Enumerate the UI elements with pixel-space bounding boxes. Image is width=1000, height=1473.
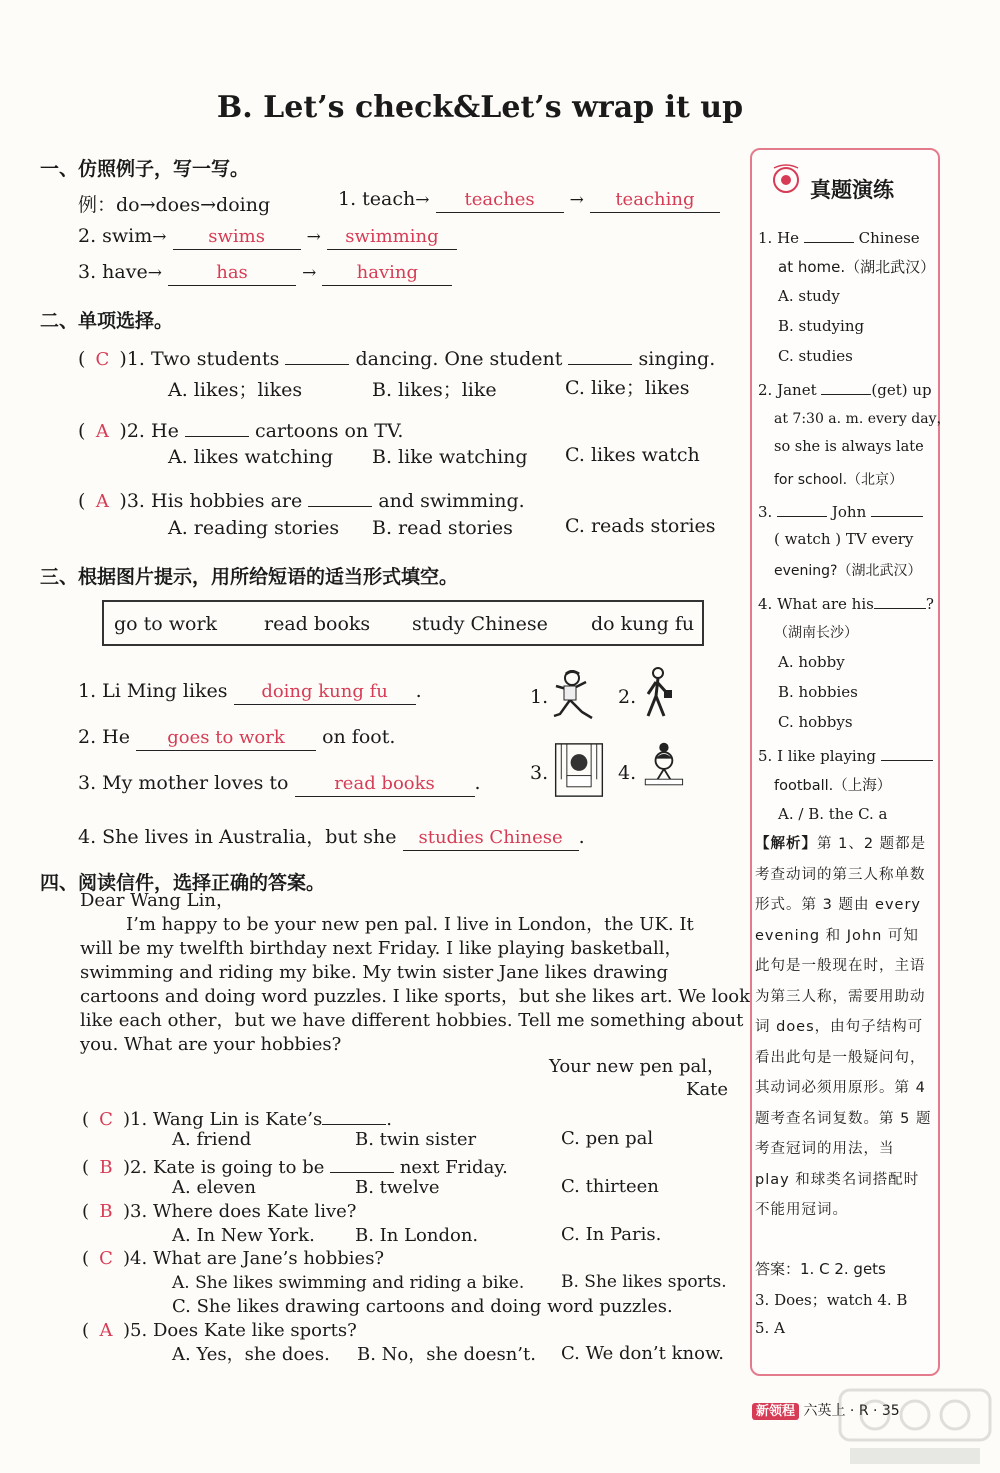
option-a[interactable]: A. likes；likes (168, 379, 303, 401)
option-b[interactable]: B. twin sister (355, 1129, 477, 1150)
question-text: 4. She lives in Australia，but she (78, 826, 397, 848)
letter-line: you. What are your hobbies? (80, 1034, 342, 1055)
question-number: )3. (119, 490, 145, 512)
option-b[interactable]: B. likes；like (372, 379, 497, 401)
answer-blank[interactable] (881, 744, 933, 761)
arrow-icon: → (569, 190, 584, 210)
sidebar-title: 真题演练 (810, 178, 894, 202)
phrase-item: study Chinese (412, 613, 548, 635)
question-text: on foot. (322, 726, 396, 748)
pic-label: 4. (618, 762, 637, 784)
sidebar-q4-source: （湖南长沙） (774, 625, 858, 641)
answer-blank[interactable] (308, 482, 372, 507)
handwritten-answer: read books (334, 773, 435, 794)
arrow-icon: → (147, 263, 162, 283)
question-text: His hobbies are (151, 490, 303, 512)
arrow-icon: → (415, 190, 430, 210)
handwritten-answer: C (99, 1248, 113, 1269)
answer-blank[interactable] (590, 188, 720, 213)
sidebar-option: C. studies (778, 347, 853, 365)
fill-question-1 (78, 680, 422, 705)
question-number: )2. (119, 420, 145, 442)
word-label: 1. teach (338, 188, 416, 210)
sidebar-q2 (758, 378, 932, 399)
arrow-icon: → (152, 227, 167, 247)
fill-question-2 (78, 726, 395, 751)
arrow-icon: → (306, 227, 321, 247)
section-1-heading: 一、仿照例子，写一写。 (40, 158, 250, 180)
answer-blank[interactable] (285, 340, 349, 365)
pic-label: 3. (530, 762, 549, 784)
answer-blank[interactable] (185, 412, 249, 437)
letter-line: I’m happy to be your new pen pal. I live in London，the UK. It (126, 914, 694, 935)
q-text: (get) up (871, 381, 932, 399)
q-text: ? (925, 595, 934, 613)
word-label: 2. swim (78, 225, 153, 247)
option-b[interactable]: B. read stories (372, 517, 513, 539)
question-text: )4. What are Jane’s hobbies? (123, 1248, 385, 1269)
answer-blank[interactable] (777, 500, 827, 517)
handwritten-answer: B (99, 1157, 113, 1178)
handwritten-answer: teaching (615, 189, 695, 210)
letter-greeting: Dear Wang Lin， (80, 890, 234, 911)
fill-question-4 (78, 822, 585, 851)
letter-closing: Your new pen pal， (549, 1056, 725, 1077)
question-text: )5. Does Kate like sports? (123, 1320, 357, 1341)
phrase-item: read books (264, 613, 371, 635)
question-text: and swimming. (378, 490, 525, 512)
handwritten-answer: swimming (345, 226, 439, 247)
phrase-item: do kung fu (591, 613, 695, 635)
option-c[interactable]: C. like；likes (565, 377, 690, 399)
q-text: John (831, 503, 867, 521)
question-text: Two students (151, 348, 280, 370)
question-text: 3. My mother loves to (78, 772, 289, 794)
letter-line: like each other，but we have different hobbies. Tell me something about (80, 1010, 744, 1031)
question-text: 2. He (78, 726, 130, 748)
mc-question-2: ( A )2. He cartoons on TV. (78, 412, 403, 442)
reading-question-1: ( C )1. Wang Lin is Kate’s . (82, 1104, 392, 1132)
sidebar-q1-source: at home.（湖北武汉） (778, 258, 936, 276)
answer-blank[interactable] (234, 680, 416, 705)
arrow-icon: → (302, 263, 317, 283)
option-b[interactable]: B. In London. (355, 1225, 479, 1246)
answer-blank[interactable] (168, 261, 296, 286)
question-text: )2. Kate is going to be (123, 1157, 325, 1178)
question-text: . (415, 680, 422, 702)
handwritten-answer: having (356, 262, 419, 283)
practice-sidebar (750, 148, 951, 1376)
option-b[interactable]: B. She likes sports. (561, 1272, 727, 1292)
sidebar-q3-line: ( watch ) TV every (774, 530, 914, 548)
question-text: He (151, 420, 179, 442)
sidebar-option: A. hobby (778, 653, 845, 671)
girl-studying-picture (636, 740, 690, 796)
answer-blank[interactable] (871, 500, 923, 517)
answer-blank[interactable] (295, 772, 475, 797)
option-a[interactable]: A. friend (172, 1129, 252, 1150)
example-text: 例：do→does→doing (78, 194, 271, 216)
handwritten-answer: A (95, 421, 109, 442)
question-text: 1. Li Ming likes (78, 680, 228, 702)
question-text: )3. Where does Kate live? (123, 1201, 357, 1222)
option-a[interactable]: A. She likes swimming and riding a bike. (172, 1273, 525, 1293)
analysis-body: 第 1、2 题都是考查动词的第三人称单数形式。第 3 题由 every evening 和 John 可知此句是一般现在时，主语为第三人称，需要用助动词 does，由句子结构可看出此句是一般疑问句，其动词必须用原形。第 4 题考查名词复数。第 5 题考查冠词的用法，当 play 和球类名词搭配时不能用冠词。 (755, 836, 932, 1218)
option-a[interactable]: A. likes watching (168, 446, 334, 468)
letter-line: swimming and riding my bike. My twin sister Jane likes drawing (80, 962, 668, 983)
analysis-label: 【解析】 (755, 836, 817, 852)
question-text: next Friday. (399, 1157, 508, 1178)
sidebar-q3-source: evening?（湖北武汉） (774, 563, 922, 579)
letter-signature: Kate (686, 1079, 729, 1100)
handwritten-answer: C (99, 1109, 113, 1130)
flower-icon (766, 160, 806, 200)
answer-blank[interactable] (322, 261, 452, 286)
sidebar-option: B. studying (778, 317, 865, 335)
handwritten-answer: swims (208, 226, 265, 247)
question-text: )1. Wang Lin is Kate’s (123, 1109, 323, 1130)
sidebar-q5-options: A. / B. the C. a (778, 805, 888, 823)
phrase-item: go to work (114, 613, 218, 635)
option-a[interactable]: A. reading stories (168, 517, 340, 539)
sidebar-q5-source: football.（上海） (774, 778, 892, 794)
answer-blank[interactable] (436, 188, 564, 213)
kung-fu-boy-picture (546, 668, 600, 724)
option-c[interactable]: C. In Paris. (561, 1224, 662, 1245)
q-text: 2. Janet (758, 381, 817, 399)
option-c[interactable]: C. thirteen (561, 1176, 659, 1197)
question-text: . (474, 772, 481, 794)
reading-question-3: ( B )3. Where does Kate live? (82, 1201, 357, 1222)
mc-question-3: ( A )3. His hobbies are and swimming. (78, 482, 525, 512)
answer-blank[interactable] (322, 1104, 386, 1125)
sidebar-q5 (758, 744, 933, 765)
page-title: B. Let’s check&Let’s wrap it up (216, 90, 744, 125)
reading-question-2: ( B )2. Kate is going to be next Friday. (82, 1152, 508, 1180)
watermark-logo (830, 1380, 1000, 1473)
sidebar-option: C. hobbys (778, 713, 853, 731)
q-text: 4. What are his (758, 595, 874, 613)
sidebar-q4 (758, 592, 934, 613)
option-b[interactable]: B. like watching (372, 446, 528, 468)
section-4-heading: 四、阅读信件，选择正确的答案。 (40, 872, 326, 894)
handwritten-answer: has (216, 262, 248, 283)
sidebar-q3 (758, 500, 923, 521)
answers-values: 1. C 2. gets (800, 1260, 886, 1278)
sidebar-q1 (758, 226, 920, 247)
answers-line (755, 1258, 886, 1279)
answer-blank[interactable] (173, 225, 301, 250)
analysis-text (755, 829, 933, 1226)
answer-blank[interactable] (804, 226, 854, 243)
question-text: singing. (638, 348, 716, 370)
handwritten-answer: teaches (464, 189, 535, 210)
handwritten-answer: A (99, 1320, 113, 1341)
option-c[interactable]: C. pen pal (561, 1128, 654, 1149)
phrase-box (102, 600, 704, 646)
reading-question-4: ( C )4. What are Jane’s hobbies? (82, 1248, 385, 1269)
word-label: 3. have (78, 261, 148, 283)
option-b[interactable]: B. No，she doesn’t. (357, 1344, 536, 1365)
mc-question-1: ( C )1. Two students dancing. One student singing. (78, 340, 715, 370)
handwritten-answer: doing kung fu (261, 681, 388, 702)
reading-question-5: ( A )5. Does Kate like sports? (82, 1320, 357, 1341)
question-number: )1. (119, 348, 145, 370)
option-c[interactable]: C. reads stories (565, 515, 716, 537)
mother-reading-picture (552, 742, 606, 798)
answers-line: 5. A (755, 1319, 785, 1337)
q-text: 3. (758, 503, 773, 521)
exercise-row-2 (78, 225, 457, 250)
sidebar-option: B. hobbies (778, 683, 858, 701)
section-3-heading: 三、根据图片提示，用所给短语的适当形式填空。 (40, 566, 459, 588)
section-2-heading: 二、单项选择。 (40, 310, 174, 332)
handwritten-answer: studies Chinese (418, 827, 563, 848)
answers-label: 答案： (755, 1260, 801, 1278)
q-text: 5. I like playing (758, 747, 876, 765)
option-c[interactable]: C. likes watch (565, 444, 700, 466)
option-c[interactable]: C. She likes drawing cartoons and doing word puzzles. (172, 1296, 673, 1317)
answer-blank[interactable] (403, 826, 579, 851)
pic-label: 1. (530, 686, 549, 708)
option-b[interactable]: B. twelve (355, 1177, 440, 1198)
handwritten-answer: A (95, 491, 109, 512)
brand-badge: 新领程 (752, 1403, 799, 1420)
q-text: 1. He (758, 229, 800, 247)
handwritten-answer: C (95, 349, 110, 370)
question-text: dancing. One student (355, 348, 563, 370)
option-a[interactable]: A. eleven (172, 1177, 256, 1198)
sidebar-q2-line: at 7:30 a. m. every day， (774, 411, 951, 427)
fill-question-3 (78, 772, 481, 797)
answer-blank[interactable] (330, 1152, 394, 1173)
q-text: Chinese (858, 229, 920, 247)
option-c[interactable]: C. We don’t know. (561, 1343, 724, 1364)
sidebar-q2-line: so she is always late (774, 439, 924, 455)
pic-label: 2. (618, 686, 637, 708)
option-a[interactable]: A. In New York. (172, 1225, 315, 1246)
letter-line: cartoons and doing word puzzles. I like sports，but she likes art. We look (80, 986, 751, 1007)
page-number: 六英上 · R · 35 (803, 1403, 900, 1419)
answer-blank[interactable] (327, 225, 457, 250)
option-a[interactable]: A. Yes，she does. (172, 1344, 330, 1365)
question-text: cartoons on TV. (254, 420, 404, 442)
question-text: . (386, 1109, 392, 1130)
exercise-row-3 (78, 261, 452, 286)
answer-blank[interactable] (568, 340, 632, 365)
answer-blank[interactable] (136, 726, 316, 751)
handwritten-answer: B (99, 1201, 113, 1222)
man-walking-picture (632, 666, 686, 722)
answer-blank[interactable] (874, 592, 926, 609)
handwritten-answer: goes to work (167, 727, 285, 748)
sidebar-option: A. study (778, 287, 840, 305)
letter-line: will be my twelfth birthday next Friday. I like playing basketball， (80, 938, 683, 959)
exercise-row-1 (338, 188, 720, 213)
sidebar-q2-source: for school.（北京） (774, 472, 904, 488)
answer-blank[interactable] (821, 378, 871, 395)
question-text: . (578, 826, 585, 848)
answers-line: 3. Does；watch 4. B (755, 1291, 908, 1309)
